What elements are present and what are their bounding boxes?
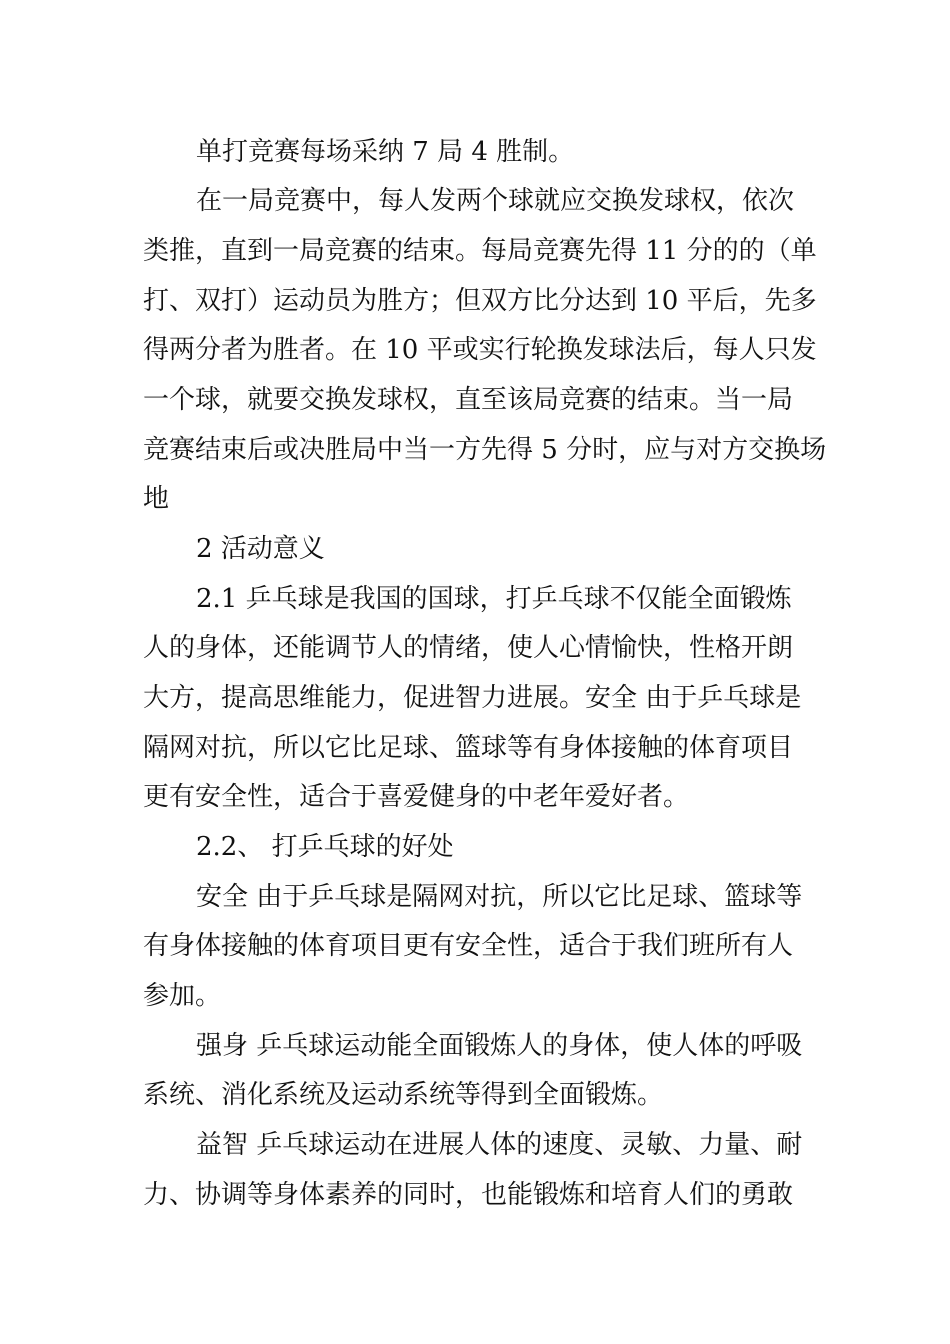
paragraph-line: 在一局竞赛中，每人发两个球就应交换发球权，依次 [196, 186, 795, 216]
paragraph-line: 2.1 乒乓球是我国的国球，打乒乓球不仅能全面锻炼 [196, 584, 792, 614]
paragraph-line: 力、协调等身体素养的同时，也能锻炼和培育人们的勇敢 [143, 1180, 794, 1210]
paragraph-line: 地 [143, 484, 170, 514]
paragraph-line: 竞赛结束后或决胜局中当一方先得 5 分时，应与对方交换场 [143, 435, 827, 465]
section-heading: 2.2、 打乒乓球的好处 [196, 832, 454, 862]
paragraph-line: 人的身体，还能调节人的情绪，使人心情愉快，性格开朗 [143, 633, 794, 663]
paragraph-line: 更有安全性，适合于喜爱健身的中老年爱好者。 [143, 782, 690, 812]
paragraph-line: 系统、消化系统及运动系统等得到全面锻炼。 [143, 1080, 664, 1110]
paragraph-line: 单打竞赛每场采纳 7 局 4 胜制。 [196, 137, 575, 167]
paragraph-line: 益智 乒乓球运动在进展人体的速度、灵敏、力量、耐 [196, 1130, 803, 1160]
paragraph-line: 大方，提高思维能力，促进智力进展。安全 由于乒乓球是 [143, 683, 802, 713]
paragraph-line: 得两分者为胜者。在 10 平或实行轮换发球法后，每人只发 [143, 335, 817, 365]
paragraph-line: 隔网对抗，所以它比足球、篮球等有身体接触的体育项目 [143, 733, 794, 763]
paragraph-line: 参加。 [143, 981, 222, 1011]
paragraph-line: 打、双打）运动员为胜方；但双方比分达到 10 平后，先多 [143, 286, 817, 316]
paragraph-line: 强身 乒乓球运动能全面锻炼人的身体，使人体的呼吸 [196, 1031, 803, 1061]
section-heading: 2 活动意义 [196, 534, 325, 564]
paragraph-line: 有身体接触的体育项目更有安全性，适合于我们班所有人 [143, 931, 794, 961]
paragraph-line: 安全 由于乒乓球是隔网对抗，所以它比足球、篮球等 [196, 882, 803, 912]
paragraph-line: 类推，直到一局竞赛的结束。每局竞赛先得 11 分的的（单 [143, 236, 817, 266]
paragraph-line: 一个球，就要交换发球权，直至该局竞赛的结束。当一局 [143, 385, 794, 415]
